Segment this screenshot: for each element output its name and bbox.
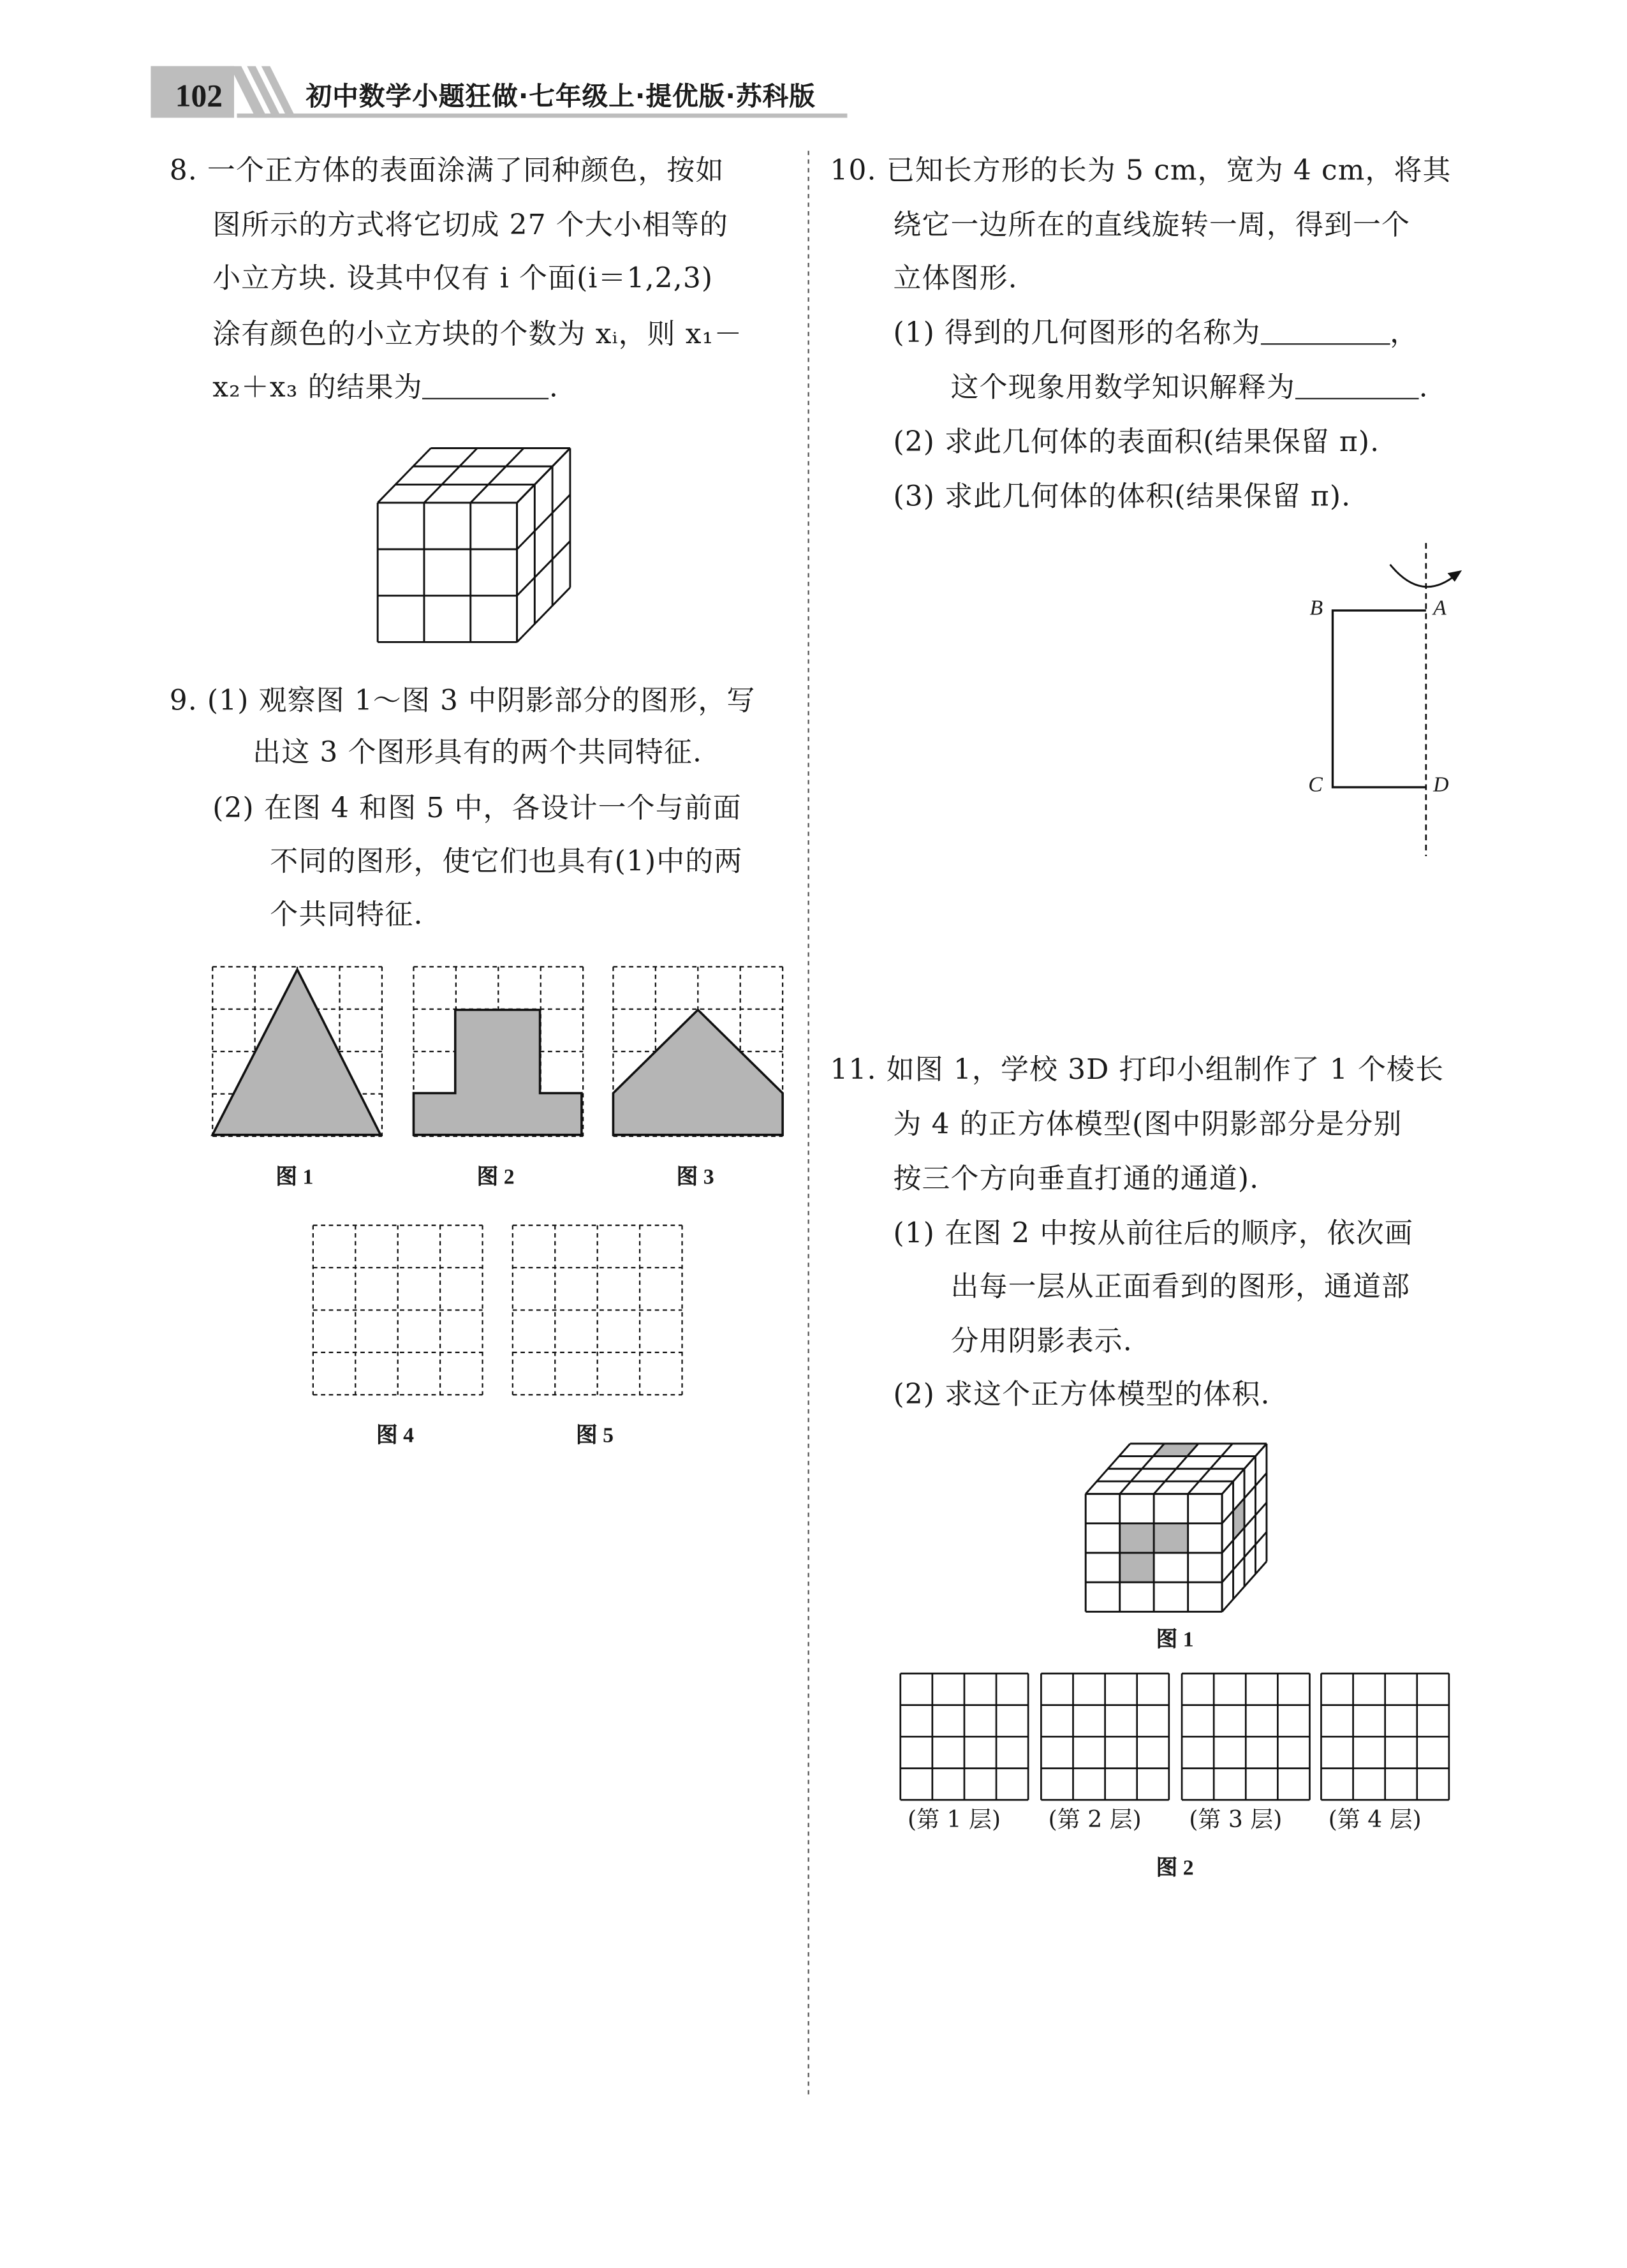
q10-text: 这个现象用数学知识解释为 <box>950 370 1295 404</box>
q11-line: 出每一层从正面看到的图形，通道部 <box>950 1270 1411 1303</box>
q9-line: (2) 在图 4 和图 5 中，各设计一个与前面 <box>212 791 742 825</box>
q11-line: 11. 如图 1，学校 3D 打印小组制作了 1 个棱长 <box>830 1053 1445 1086</box>
q8-text: x₂＋x₃ 的结果为 <box>212 370 423 404</box>
q8-line: 小立方块. 设其中仅有 i 个面(i＝1,2,3) <box>212 261 714 295</box>
q11-line: 按三个方向垂直打通的通道). <box>893 1162 1260 1196</box>
point-b-label: B <box>1309 597 1323 621</box>
q9-line: 不同的图形，使它们也具有(1)中的两 <box>270 844 743 878</box>
fig2-caption: 图 2 <box>476 1166 515 1190</box>
q10-period: . <box>1418 370 1429 404</box>
fig1-caption: 图 1 <box>276 1166 314 1190</box>
q8-line: 图所示的方式将它切成 27 个大小相等的 <box>212 208 729 242</box>
layer-2-label: (第 2 层) <box>1048 1805 1142 1834</box>
q10-text: (1) 得到的几何图形的名称为 <box>893 316 1261 350</box>
q9-line: 出这 3 个图形具有的两个共同特征. <box>253 735 703 769</box>
layer-3-label: (第 3 层) <box>1189 1805 1283 1834</box>
q9-line: 9. (1) 观察图 1～图 3 中阴影部分的图形，写 <box>169 683 756 717</box>
q10-line: 立体图形. <box>893 261 1018 295</box>
q10-line: (2) 求此几何体的表面积(结果保留 π). <box>893 425 1380 459</box>
layer-4-label: (第 4 层) <box>1328 1805 1422 1834</box>
q10-line: 10. 已知长方形的长为 5 cm，宽为 4 cm，将其 <box>830 153 1452 187</box>
q11-fig1-caption: 图 1 <box>1156 1629 1194 1652</box>
layer-1-label: (第 1 层) <box>908 1805 1001 1834</box>
q9-line: 个共同特征. <box>270 898 423 931</box>
q10-comma: ， <box>1390 316 1419 350</box>
point-c-label: C <box>1308 774 1323 797</box>
fig3-caption: 图 3 <box>676 1166 714 1190</box>
point-a-label: A <box>1433 597 1447 621</box>
q8-period: . <box>548 370 559 404</box>
point-d-label: D <box>1433 774 1449 797</box>
q11-line: (2) 求这个正方体模型的体积. <box>893 1377 1270 1411</box>
q8-line: 8. 一个正方体的表面涂满了同种颜色，按如 <box>169 153 725 187</box>
q11-line: (1) 在图 2 中按从前往后的顺序，依次画 <box>893 1217 1413 1250</box>
q11-line: 分用阴影表示. <box>950 1324 1133 1358</box>
q11-fig2-caption: 图 2 <box>1156 1857 1194 1881</box>
book-title: 初中数学小题狂做·七年级上·提优版·苏科版 <box>306 82 816 112</box>
q8-line: 涂有颜色的小立方块的个数为 xᵢ，则 x₁－ <box>212 317 743 351</box>
page-number: 102 <box>175 77 223 114</box>
q10-line: (3) 求此几何体的体积(结果保留 π). <box>893 480 1351 513</box>
fig4-caption: 图 4 <box>376 1425 415 1448</box>
fig5-caption: 图 5 <box>575 1425 614 1448</box>
q10-line: 绕它一边所在的直线旋转一周，得到一个 <box>893 208 1411 242</box>
q11-line: 为 4 的正方体模型(图中阴影部分是分别 <box>893 1107 1402 1141</box>
